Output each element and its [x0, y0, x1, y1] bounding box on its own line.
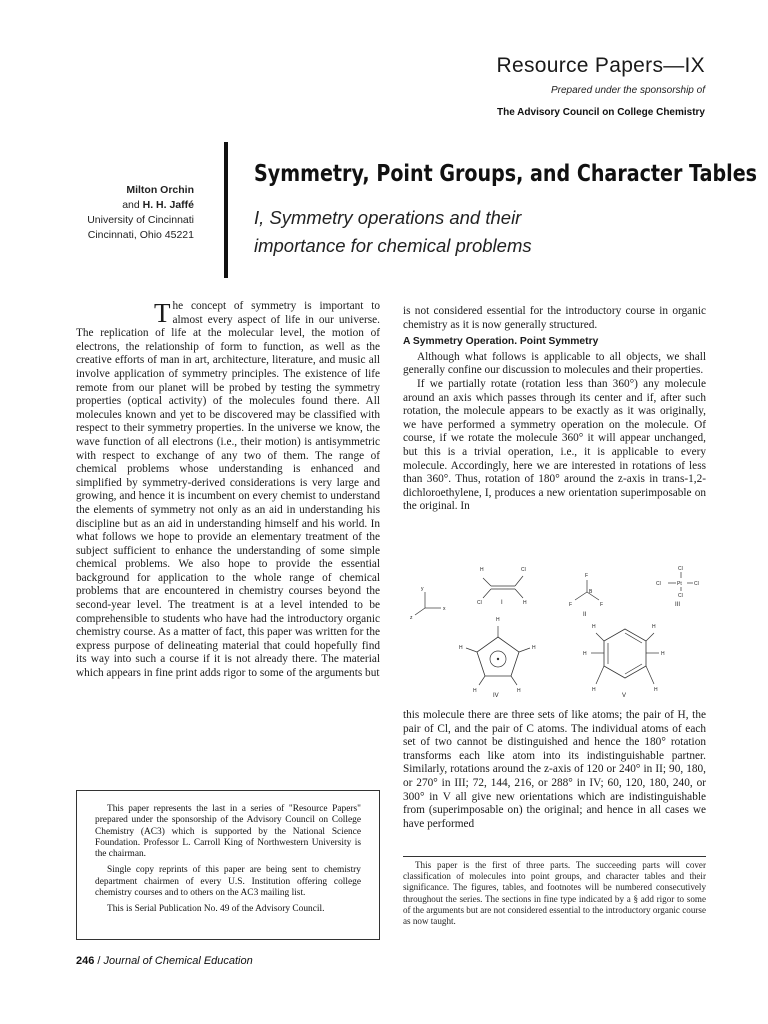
axis-y-label: y	[421, 586, 424, 592]
left-column	[76, 300, 380, 681]
atom-h: H	[517, 688, 521, 694]
atom-cl: Cl	[678, 566, 683, 572]
molecule-v	[583, 624, 665, 699]
sponsor-line: Prepared under the sponsorship of	[551, 85, 705, 96]
page-number: 246	[76, 955, 95, 967]
author-block	[87, 183, 194, 243]
atom-cl: Cl	[678, 593, 683, 599]
journal-name: Journal of Chemical Education	[103, 955, 253, 967]
drop-cap: T	[154, 298, 171, 328]
title-divider-rule	[224, 142, 228, 278]
author-1: Milton Orchin	[126, 184, 194, 196]
right-column-bottom	[403, 709, 706, 831]
intro-paragraph	[76, 300, 380, 681]
series-note-box	[76, 790, 380, 940]
molecule-iii	[656, 566, 699, 608]
author-2-line	[87, 198, 194, 213]
atom-b: B	[589, 589, 593, 595]
affiliation: University of Cincinnati	[87, 214, 194, 226]
atom-cl: Cl	[521, 567, 526, 573]
author-conjunction: and	[122, 199, 140, 211]
atom-h: H	[532, 645, 536, 651]
article-subtitle: I, Symmetry operations and their importance for chemical problems	[254, 207, 532, 256]
footnote-rule	[403, 856, 706, 857]
label-i: I	[501, 600, 503, 606]
council-name: The Advisory Council on College Chemistry	[497, 107, 705, 118]
atom-h: H	[473, 688, 477, 694]
paragraph-objects: Although what follows is applicable to all objects, we shall generally confine our discussion to molecules and their properties.	[403, 350, 706, 377]
footnote-text: This paper is the first of three parts. The succeeding parts will cover classification of molecules into point groups, and character tables and their significance. The figures, tables, and footnotes will be numbered consecutively throughout the series. The sections in fine type indicated by a § add rigor to some of the arguments but are not considered essential to the introductory organic course as now taught.	[403, 860, 706, 927]
molecule-ii	[569, 573, 603, 618]
box-paragraph-3: This is Serial Publication No. 49 of the Advisory Council.	[107, 904, 325, 915]
molecule-i	[477, 567, 527, 606]
atom-h: H	[459, 645, 463, 651]
right-column-top	[403, 305, 706, 514]
author-2: H. H. Jaffé	[142, 199, 194, 211]
label-ii: II	[583, 612, 587, 618]
atom-h: H	[592, 624, 596, 630]
location: Cincinnati, Ohio 45221	[87, 229, 194, 241]
atom-h: H	[592, 687, 596, 693]
paragraph-rotation: If we partially rotate (rotation less than 360°) any molecule around an axis which passes through its center and if, after such rotation, the molecule appears to be exactly as it was originally, we have performed a symmetry operation on the molecule. Of course, if we rotate the molecule 360° it will appear unchanged, but this is a trivial operation, i.e., it is applicable to every molecule. Accordingly, here we are interested in rotations of less than 360°. Thus, rotation of 180° around the z-axis in trans-1,2-dichloroethylene, I, produces a new orientation superimposable on the original. In	[403, 377, 706, 513]
atom-h: H	[654, 687, 658, 693]
footnote	[403, 860, 706, 927]
intro-text: he concept of symmetry is important to almost every aspect of life in our universe. The replication of life at the molecular level, the motion of electrons, the relationship of form to function, as well as the creative efforts of man in art, architecture, literature, and music all involve application of symmetry principles. The existence of life remote from our planet will be probed by testing the symmetry properties (optical activity) of the molecules found there. All molecules known and yet to be discovered may be classified with respect to their symmetry properties. In the universe we know, the wave function of all electrons (i.e., their motion) is antisymmetric with respect to exchange of any two of them. The range of chemical problems whose understanding is enhanced and simplified by symmetry-derived considerations is very large and growing, and hence it is incumbent on every chemist to understand the elements of symmetry not only as an aid in understanding his discipline but as an aid in understanding himself and his world. In what follows we hope to provide an elementary treatment of the subject sufficient to enhance the understanding of some simple chemical problems. We also hope to provide the essential background for application to the whole range of chemical problems that are encountered in chemistry courses beyond the second-year level. The treatment is at a level intended to be comprehensible to students who have had the introductory organic chemistry course. As a matter of fact, this paper was written for the express purpose of delineating material that could hopefully find its way into such a course if it is not already there. The material which appears in fine print adds rigor to some of the arguments but	[76, 300, 380, 680]
axis-x-label: x	[443, 606, 446, 612]
label-iii: III	[675, 602, 681, 608]
atom-h: H	[583, 651, 587, 657]
coordinate-axes	[415, 592, 441, 615]
atom-f: F	[569, 602, 573, 608]
atom-h: H	[496, 617, 500, 623]
label-iv: IV	[493, 693, 499, 699]
molecule-iv	[459, 617, 536, 699]
paragraph-like-atoms: this molecule there are three sets of like atoms; the pair of H, the pair of Cl, and the pair of C atoms. The individual atoms of each set of two cannot be distinguished and hence the 180° rotation transforms each like atom into its indistinguishable partner. Similarly, rotations around the z-axis of 120 or 240° in II; 90, 180, or 270° in III; 72, 144, 216, or 288° in IV; 60, 120, 180, 240, or 300° in V all give new orientations which are indistinguishable from (superimposable on) the original; and hence in all cases we have performed	[403, 709, 706, 830]
atom-h: H	[523, 600, 527, 606]
atom-cl: Cl	[656, 581, 661, 587]
axis-z-label: z	[410, 615, 413, 621]
atom-cl: Cl	[694, 581, 699, 587]
footer-separator: /	[97, 955, 101, 967]
section-heading: A Symmetry Operation. Point Symmetry	[403, 336, 599, 348]
label-v: V	[622, 693, 627, 699]
page-footer	[76, 955, 253, 967]
series-title: Resource Papers—IX	[496, 54, 705, 77]
continued-paragraph: is not considered essential for the introductory course in organic chemistry as it is now generally structured.	[403, 305, 706, 331]
atom-h: H	[652, 624, 656, 630]
atom-f: F	[585, 573, 589, 579]
atom-h: H	[480, 567, 484, 573]
atom-cl: Cl	[477, 600, 482, 606]
atom-pt: Pt	[677, 581, 682, 587]
box-paragraph-2: Single copy reprints of this paper are being sent to chemistry department chairmen of every U.S. Institution offering college chemistry courses and to others on the AC3 mailing list.	[95, 865, 361, 899]
article-title: Symmetry, Point Groups, and Character Tables	[254, 161, 758, 187]
atom-h: H	[661, 651, 665, 657]
box-paragraph-1: This paper represents the last in a series of "Resource Papers" prepared under the sponsorship of the Advisory Council on College Chemistry (AC3) which is supported by the National Science Foundation. Professor L. Carroll King of Northwestern University is the chairman.	[95, 804, 361, 860]
molecule-figure	[403, 558, 706, 706]
atom-f: F	[600, 602, 604, 608]
